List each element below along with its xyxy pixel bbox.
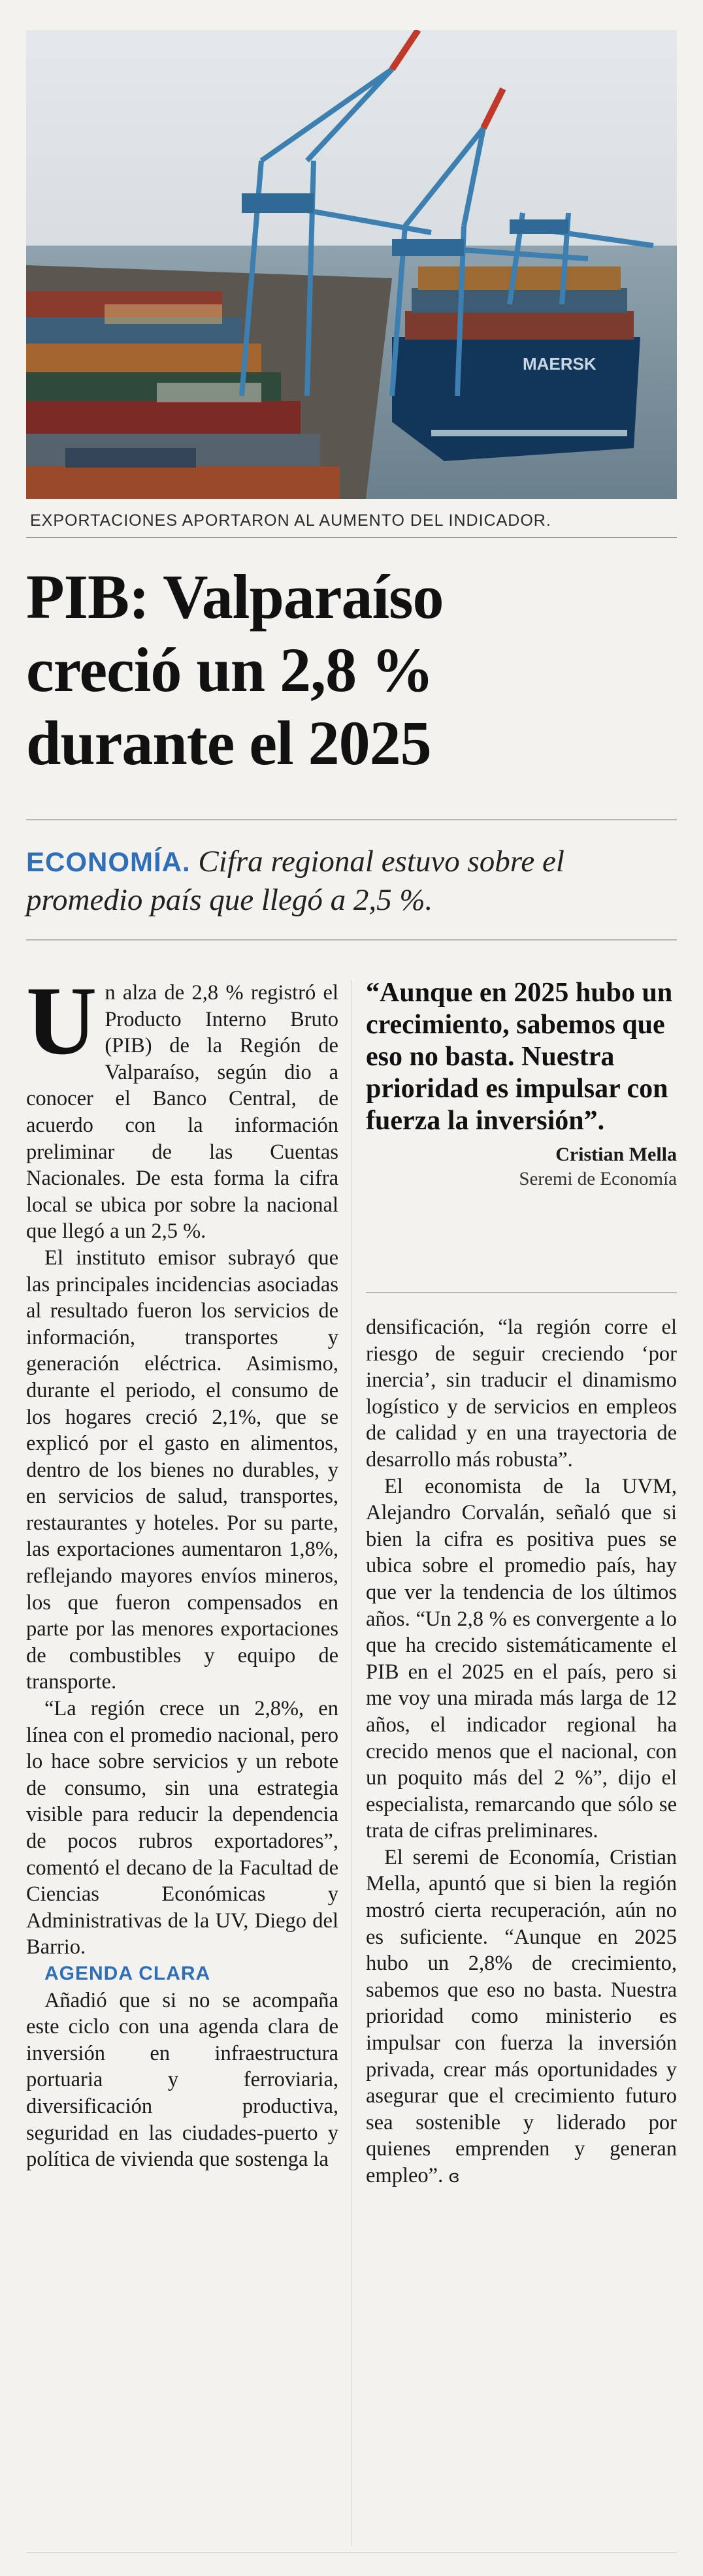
section-kicker: ECONOMÍA. (26, 846, 191, 877)
paragraph (26, 967, 338, 1245)
end-mark-icon: ɞ (448, 2167, 460, 2187)
divider-deck (26, 939, 677, 941)
body-column-right (366, 1314, 677, 2191)
pull-quote-role: Seremi de Economía (519, 1168, 677, 1189)
paragraph: El instituto emisor subrayó que las principales incidencias asociadas al resultado fueron los servicios de información, transportes y generación eléctrica. Asimismo, durante el periodo, el consumo de los hogares creció 2,1%, que se explicó por el gasto en alimentos, dentro de los bienes no durables, y en servicios de salud, transportes, restaurantes y hoteles. Por su parte, las exportaciones aumentaron 1,8%, reflejando mayores envíos mineros, los que fueron compensados en parte por las menores exportaciones de combustibles y equipo de transporte. (26, 1246, 338, 1694)
paragraph: Añadió que si no se acompaña este ciclo con una agenda clara de inversión en infraestructura portuaria y ferroviaria, diversificación productiva, seguridad en las ciudades-puerto y política de vivienda que sostenga la (26, 1988, 338, 2172)
headline-line-3: durante el 2025 (26, 708, 431, 778)
headline-line-1: PIB: Valparaíso (26, 562, 444, 632)
headline-line-2: creció un 2,8 % (26, 635, 434, 705)
headline (26, 560, 679, 780)
deck-text: Cifra regional estuvo sobre el promedio país que llegó a 2,5 %. (26, 845, 564, 917)
paragraph: El economista de la UVM, Alejandro Corvalán, señaló que si bien la cifra es positiva pues se ubica sobre el promedio país, hay que ver la tendencia de los últimos años. “Un 2,8 % es convergente a lo que ha crecido sistemáticamente el PIB en el 2025 en el país, pero si me voy una mirada más larga de 12 años, el indicador regional ha crecido menos que el nacional, con un poquito más del 2 %”, dijo el especialista, remarcando que sólo se trata de cifras preliminares. (366, 1474, 677, 1843)
divider-top (26, 819, 677, 820)
paragraph-text: El seremi de Economía, Cristian Mella, apuntó que si bien la región mostró cierta recuperación, aún no es suficiente. “Aunque en 2025 hubo un 2,8% de crecimiento, sabemos que eso no basta. Nuestra prioridad como ministerio es impulsar con fuerza la inversión privada, crear más oportunidades y asegurar que el crecimiento futuro sea sostenible y liderado por quienes emprenden y generan empleo”. (366, 1845, 677, 2187)
divider-bottom (26, 2552, 677, 2553)
paragraph (366, 1844, 677, 2191)
pull-quote (366, 977, 677, 1190)
subheading: AGENDA CLARA (44, 1962, 211, 1984)
photo-caption: EXPORTACIONES APORTARON AL AUMENTO DEL INDICADOR. (26, 504, 677, 538)
pull-quote-text: “Aunque en 2025 hubo un crecimiento, sabemos que eso no basta. Nuestra prioridad es impulsar con fuerza la inversión”. (366, 978, 673, 1136)
paragraph-text: n alza de 2,8 % registró el Producto Interno Bruto (PIB) de la Región de Valparaíso, según dio a conocer el Banco Central, de acuerdo con la información preliminar de las Cuentas Nacionales. De esta forma la cifra local se ubica por sobre la nacional que llegó a un 2,5 %. (26, 981, 338, 1244)
ship-hull-lettering: MAERSK (523, 354, 597, 374)
deck (26, 843, 679, 919)
port-photo-illustration (26, 30, 677, 499)
paragraph: densificación, “la región corre el riesgo de seguir creciendo ‘por inercia’, sin traducir el dinamismo logístico y de servicios en empleos de calidad y en una trayectoria de desarrollo más robusta”. (366, 1315, 677, 1472)
pull-quote-author: Cristian Mella (555, 1144, 677, 1165)
drop-cap: U (26, 967, 97, 1075)
paragraph: “La región crece un 2,8%, en línea con el promedio nacional, pero lo hace sobre servicios y un rebote de consumo, sin una estrategia visible para reducir la dependencia de pocos rubros exportadores”, comentó el decano de la Facultad de Ciencias Económicas y Administrativas de la UV, Diego del Barrio. (26, 1697, 338, 1959)
pull-quote-rule (366, 1292, 677, 1293)
port-cranes-photo (26, 30, 677, 499)
body-column-left (26, 967, 338, 2173)
